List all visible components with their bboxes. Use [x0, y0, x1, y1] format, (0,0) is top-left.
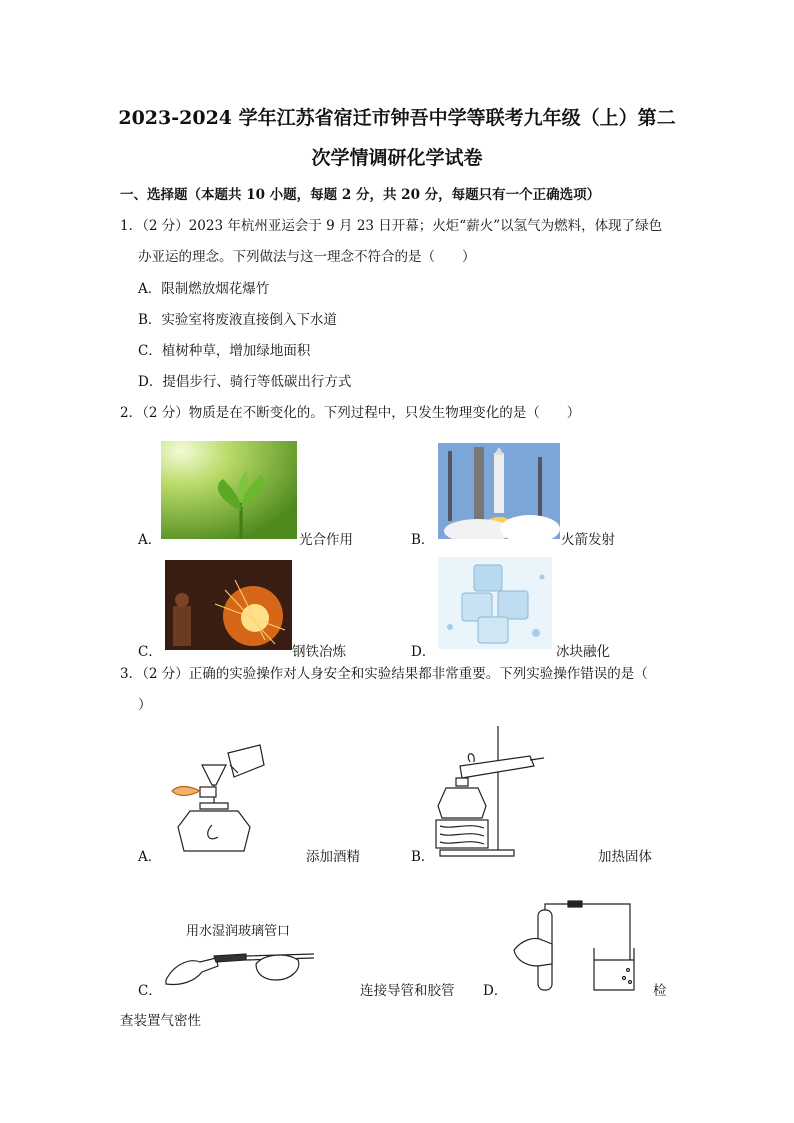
q1-option-d[interactable]: D．提倡步行、骑行等低碳出行方式: [138, 374, 352, 390]
q1-option-b[interactable]: B．实验室将废液直接倒入下水道: [138, 312, 337, 328]
q2-label-d[interactable]: D．: [411, 644, 436, 660]
q3-caption-b: 加热固体: [598, 849, 652, 865]
q2-label-b[interactable]: B．: [411, 532, 435, 548]
section-heading: 一、选择题（本题共 10 小题，每题 2 分，共 20 分，每题只有一个正确选项）: [120, 187, 601, 203]
q2-caption-c: 钢铁冶炼: [292, 644, 346, 660]
q3-caption-d: 检: [653, 983, 667, 999]
q3-caption-a: 添加酒精: [306, 849, 360, 865]
rocket-launch-image: [438, 443, 560, 539]
q3-stem-line-2: ）: [138, 697, 152, 713]
q1-option-c[interactable]: C．植树种草，增加绿地面积: [138, 343, 311, 359]
page-title-line-1: 2023-2024 学年江苏省宿迁市钟吾中学等联考九年级（上）第二: [118, 107, 676, 129]
photosynthesis-image: [161, 441, 297, 539]
heat-solid-diagram: [430, 722, 548, 858]
q2-caption-a: 光合作用: [299, 532, 353, 548]
ice-cubes-image: [438, 557, 552, 649]
q2-caption-b: 火箭发射: [561, 532, 615, 548]
q3-caption-c: 连接导管和胶管: [360, 983, 455, 999]
connect-tube-diagram: [160, 940, 316, 990]
q2-stem: 2．（2 分）物质是在不断变化的。下列过程中，只发生物理变化的是（ ）: [120, 405, 581, 421]
q3-label-a[interactable]: A．: [138, 849, 162, 865]
page-title-line-2: 次学情调研化学试卷: [311, 147, 483, 169]
q3-label-b[interactable]: B．: [411, 849, 435, 865]
q1-stem-line-2: 办亚运的理念。下列做法与这一理念不符合的是（ ）: [138, 249, 476, 265]
q3-label-c[interactable]: C．: [138, 983, 162, 999]
q3-stem-line-1: 3．（2 分）正确的实验操作对人身安全和实验结果都非常重要。下列实验操作错误的是（: [120, 666, 648, 682]
q3-caption-d-tail: 查装置气密性: [120, 1013, 201, 1029]
airtightness-diagram: [508, 900, 644, 994]
add-alcohol-diagram: [160, 725, 270, 860]
q1-stem-line-1: 1．（2 分）2023 年杭州亚运会于 9 月 23 日开幕；火炬“薪火”以氢气为燃料，体现了绿色: [120, 218, 663, 234]
q2-label-a[interactable]: A．: [138, 532, 162, 548]
q2-caption-d: 冰块融化: [556, 644, 610, 660]
steel-smelting-image: [165, 560, 292, 650]
q3-c-image-text: 用水湿润玻璃管口: [186, 924, 291, 939]
q2-label-c[interactable]: C．: [138, 644, 162, 660]
q1-option-a[interactable]: A．限制燃放烟花爆竹: [138, 281, 270, 297]
q3-label-d[interactable]: D．: [483, 983, 508, 999]
